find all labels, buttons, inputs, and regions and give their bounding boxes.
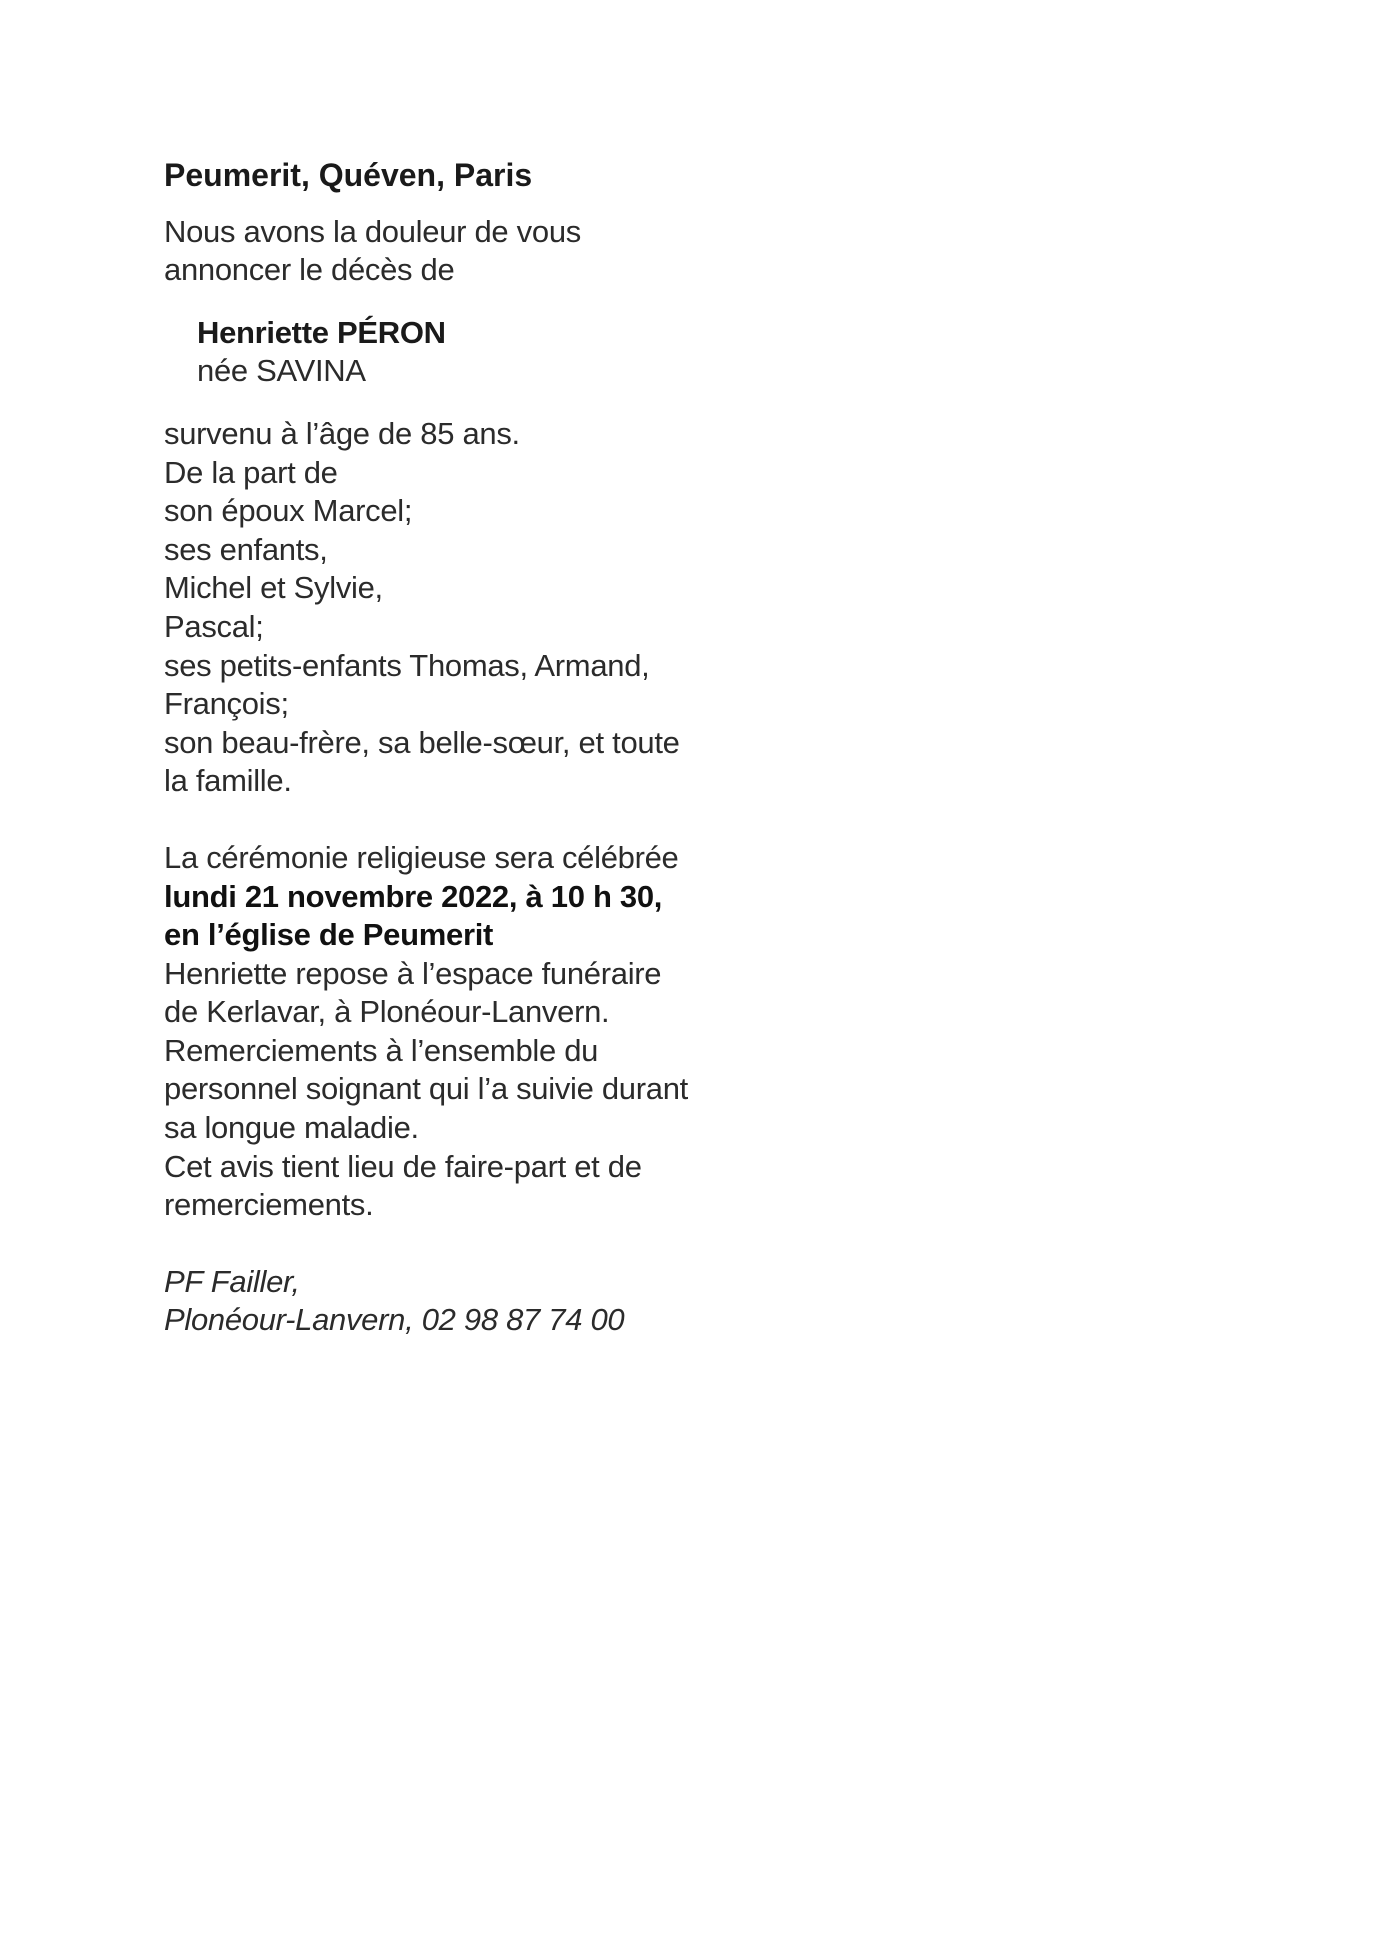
family-line: son beau-frère, sa belle-sœur, et toute bbox=[164, 724, 680, 760]
intro-line: annoncer le décès de bbox=[164, 252, 455, 288]
ceremony-detail-line: de Kerlavar, à Plonéour-Lanvern. bbox=[164, 994, 610, 1030]
intro-line: Nous avons la douleur de vous bbox=[164, 213, 581, 249]
family-line: survenu à l’âge de 85 ans. bbox=[164, 415, 520, 451]
ceremony-detail-line: Henriette repose à l’espace funéraire bbox=[164, 955, 662, 991]
family-line: la famille. bbox=[164, 763, 292, 799]
funeral-home-signature bbox=[164, 1263, 804, 1340]
notice-heading: Peumerit, Quéven, Paris bbox=[164, 157, 533, 193]
ceremony-detail-line: Remerciements à l’ensemble du bbox=[164, 1032, 599, 1068]
family-line: son époux Marcel; bbox=[164, 493, 413, 529]
family-line: ses petits-enfants Thomas, Armand, bbox=[164, 647, 650, 683]
ceremony-detail-line: Cet avis tient lieu de faire-part et de bbox=[164, 1148, 642, 1184]
ceremony-detail-line: remerciements. bbox=[164, 1187, 374, 1223]
maiden-name: née SAVINA bbox=[197, 353, 366, 389]
family-line: Michel et Sylvie, bbox=[164, 570, 383, 606]
obituary-notice bbox=[164, 156, 804, 1340]
deceased-block bbox=[164, 314, 804, 391]
funeral-home-contact: Plonéour-Lanvern, 02 98 87 74 00 bbox=[164, 1302, 625, 1338]
family-list bbox=[164, 415, 804, 801]
ceremony-section bbox=[164, 839, 804, 1225]
ceremony-intro: La cérémonie religieuse sera célébrée bbox=[164, 839, 679, 875]
family-line: De la part de bbox=[164, 454, 338, 490]
family-line: ses enfants, bbox=[164, 531, 328, 567]
ceremony-detail-line: sa longue maladie. bbox=[164, 1110, 419, 1146]
family-line: Pascal; bbox=[164, 608, 264, 644]
ceremony-detail-line: personnel soignant qui l’a suivie durant bbox=[164, 1071, 688, 1107]
funeral-home-name: PF Failler, bbox=[164, 1263, 300, 1299]
ceremony-place: en l’église de Peumerit bbox=[164, 917, 494, 953]
intro-text bbox=[164, 213, 804, 290]
deceased-name: Henriette PÉRON bbox=[197, 314, 446, 350]
ceremony-date: lundi 21 novembre 2022, à 10 h 30, bbox=[164, 878, 663, 914]
family-line: François; bbox=[164, 686, 289, 722]
